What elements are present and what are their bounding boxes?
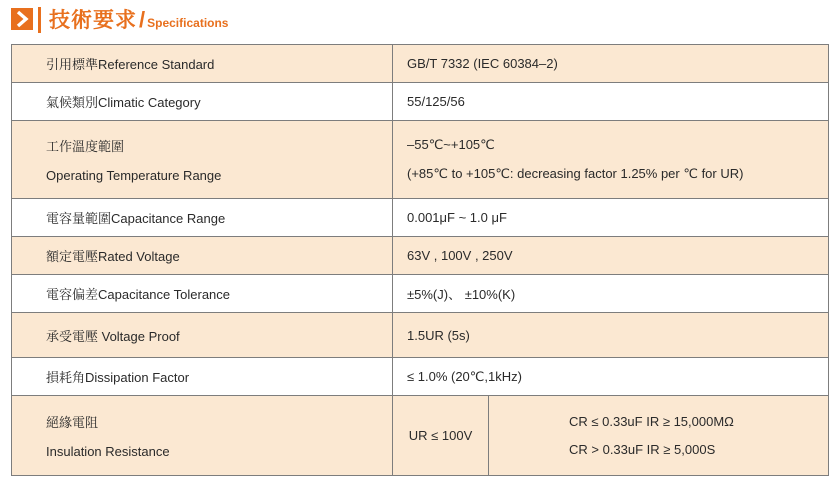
- row-label: 損耗角Dissipation Factor: [12, 358, 393, 396]
- label-chinese: 工作溫度範圍: [46, 139, 125, 154]
- section-header: [11, 6, 839, 36]
- row-value: [393, 121, 829, 199]
- row-label: [12, 121, 393, 199]
- row-label: 電容偏差Capacitance Tolerance: [12, 275, 393, 313]
- arrow-right-icon: [11, 8, 33, 30]
- row-value: 1.5UR (5s): [393, 313, 829, 358]
- row-value: 55/125/56: [393, 83, 829, 121]
- row-value: ±5%(J)、 ±10%(K): [393, 275, 829, 313]
- row-value: 63V , 100V , 250V: [393, 237, 829, 275]
- row-value: GB/T 7332 (IEC 60384–2): [393, 45, 829, 83]
- row-label: 承受電壓 Voltage Proof: [12, 313, 393, 358]
- title-chinese: 技術要求: [49, 9, 137, 32]
- row-value: ≤ 1.0% (20℃,1kHz): [393, 358, 829, 396]
- row-value: [489, 396, 829, 476]
- row-label: 氣候類別Climatic Category: [12, 83, 393, 121]
- table-row: [12, 313, 829, 358]
- value-line-2: CR > 0.33uF IR ≥ 5,000S: [569, 442, 716, 457]
- row-label: 額定電壓Rated Voltage: [12, 237, 393, 275]
- table-row: [12, 121, 829, 199]
- value-line-1: –55℃~+105℃: [407, 137, 495, 152]
- row-label: 電容量範圍Capacitance Range: [12, 199, 393, 237]
- table-row: [12, 83, 829, 121]
- specifications-table: [11, 44, 829, 476]
- row-label: [12, 396, 393, 476]
- row-label: 引用標準Reference Standard: [12, 45, 393, 83]
- table-row: [12, 45, 829, 83]
- row-value: 0.001μF ~ 1.0 μF: [393, 199, 829, 237]
- table-row: [12, 358, 829, 396]
- value-line-1: CR ≤ 0.33uF IR ≥ 15,000MΩ: [569, 414, 734, 429]
- title-english: Specifications: [147, 16, 229, 30]
- row-condition: UR ≤ 100V: [393, 396, 489, 476]
- value-line-2: (+85℃ to +105℃: decreasing factor 1.25% per ℃ for UR): [407, 166, 744, 181]
- section-title: [49, 6, 228, 34]
- header-divider: [38, 7, 41, 33]
- label-english: Operating Temperature Range: [46, 168, 222, 183]
- table-row: [12, 275, 829, 313]
- table-row: [12, 396, 829, 476]
- label-english: Insulation Resistance: [46, 444, 170, 459]
- title-slash: /: [139, 7, 146, 32]
- table-row: [12, 199, 829, 237]
- table-row: [12, 237, 829, 275]
- label-chinese: 絕緣電阻: [46, 415, 99, 430]
